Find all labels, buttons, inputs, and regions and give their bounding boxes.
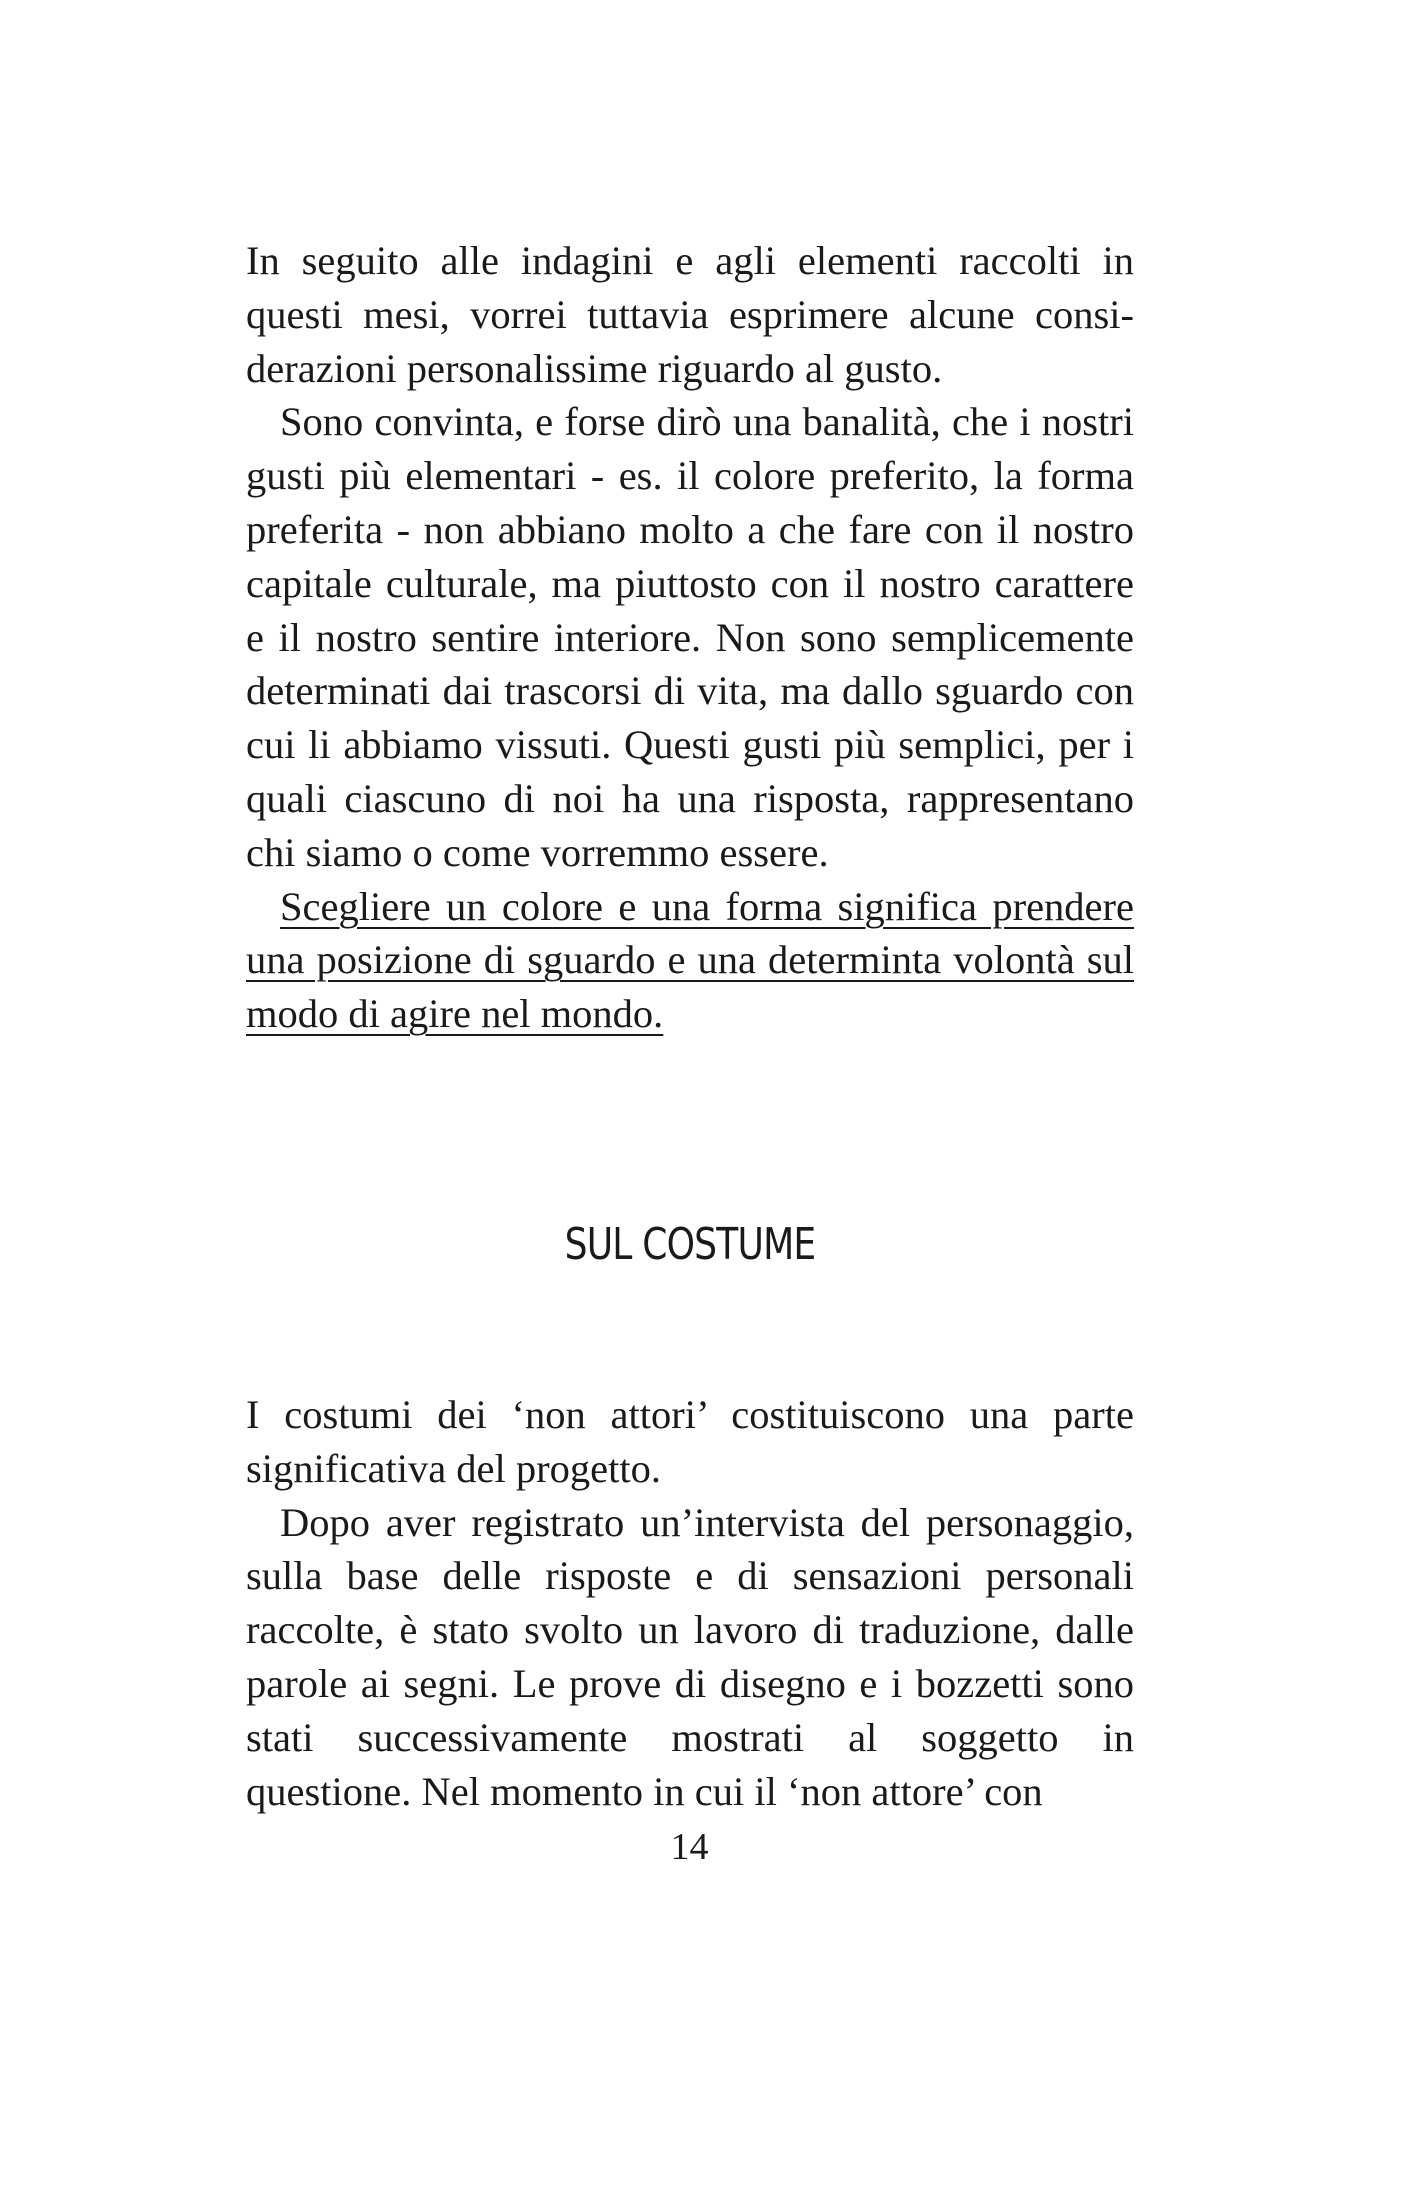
underlined-text: Scegliere un colore e una forma significa prendere una posizione di sguardo e una determinta volontà sul modo di agire nel mondo.	[246, 883, 1134, 1037]
section-heading-sul-costume: SUL COSTUME	[564, 1219, 816, 1270]
paragraph-indagini: In seguito alle indagini e agli elementi raccolti in questi mesi, vorrei tuttavia esprimere alcune considerazioni personalissime riguardo al gusto.	[246, 238, 1134, 391]
paragraph-intervista: Dopo aver registrato un’intervista del personaggio, sulla base delle risposte e di sensazioni personali raccolte, è stato svolto un lavoro di traduzione, dalle parole ai segni. Le prove di disegno e i bozzetti sono stati successivamente mostrati al soggetto in questione. Nel momento in cui il ‘non attore’ con	[246, 1499, 1134, 1814]
paragraph-gusti-elementari: Sono convinta, e forse dirò una banalità, che i nostri gusti più elementari - es. il colore preferito, la forma preferita - non abbiano molto a che fare con il nostro capitale culturale, ma piuttosto con il nostro carattere e il nostro sentire interiore. Non sono semplicemente determinati dai trascorsi di vita, ma dallo sguardo con cui li abbiamo vissuti. Questi gusti più semplici, per i quali ciascuno di noi ha una risposta, rappresentano chi siamo o come vorremmo essere.	[246, 399, 1134, 875]
paragraph-costumi: I costumi dei ‘non attori’ costituiscono una parte significativa del progetto.	[246, 1392, 1134, 1491]
paragraph-scegliere-colore	[246, 880, 1134, 1041]
text-section-gusto	[246, 234, 1134, 1041]
text-section-costume	[246, 1388, 1134, 1818]
page-number: 14	[670, 1826, 709, 1868]
